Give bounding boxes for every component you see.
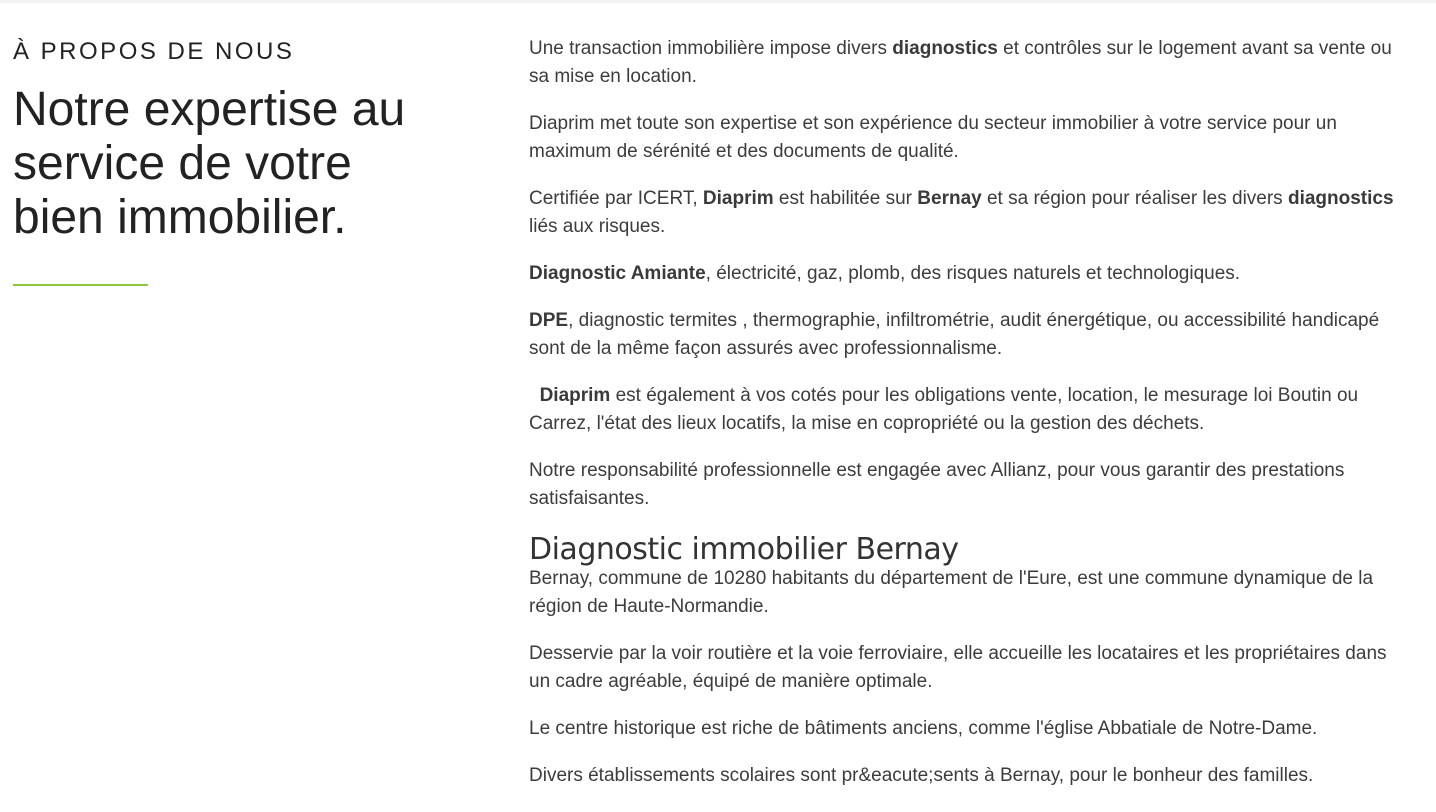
text: Diaprim met toute son expertise et son expérience du secteur immobilier à votre service pour un maximum de sérénité et des documents de qualité. [529, 113, 1337, 162]
page-headline [13, 83, 483, 245]
paragraph-transaction [529, 35, 1409, 91]
paragraph-expertise [529, 110, 1409, 166]
text: Divers établissements scolaires sont pr&eacute;sents à Bernay, pour le bonheur des familles. [529, 765, 1314, 786]
text: Une transaction immobilière impose divers [529, 38, 893, 59]
bold-text: Diagnostic Amiante [529, 263, 706, 284]
headline-line-3: bien immobilier. [13, 191, 347, 244]
paragraph-schools [529, 762, 1409, 790]
text: liés aux risques. [529, 216, 666, 237]
bold-text: diagnostics [892, 38, 998, 59]
paragraph-amiante [529, 260, 1409, 288]
text: est également à vos cotés pour les obligations vente, location, le mesurage loi Boutin ou Carrez, l'état des lieux locatifs, la mise en copropriété ou la gestion des déchets. [529, 385, 1359, 434]
bold-text: Bernay [917, 188, 982, 209]
accent-underline [13, 284, 148, 286]
paragraph-insurance [529, 457, 1409, 513]
paragraph-dpe [529, 307, 1409, 363]
text: Bernay, commune de 10280 habitants du département de l'Eure, est une commune dynamique de la région de Haute-Normandie. [529, 568, 1374, 617]
headline-line-1: Notre expertise au [13, 83, 406, 136]
content-column [529, 35, 1409, 809]
top-divider [0, 0, 1436, 3]
paragraph-historic-center [529, 715, 1409, 743]
paragraph-certification [529, 185, 1409, 241]
text: Certifiée par ICERT, [529, 188, 703, 209]
bold-text: DPE [529, 310, 569, 331]
bold-text: Diaprim [539, 385, 611, 406]
text: Le centre historique est riche de bâtiments anciens, comme l'église Abbatiale de Notre-Dame. [529, 718, 1318, 739]
section-eyebrow: À PROPOS DE NOUS [13, 38, 295, 65]
paragraph-bernay-commune [529, 565, 1409, 621]
text: et sa région pour réaliser les divers [981, 188, 1288, 209]
text [529, 385, 540, 406]
text: est habilitée sur [773, 188, 918, 209]
about-section [13, 36, 483, 286]
headline-line-2: service de votre [13, 137, 352, 190]
text: Desservie par la voir routière et la voie ferroviaire, elle accueille les locataires et les propriétaires dans un cadre agréable, équipé de manière optimale. [529, 643, 1387, 692]
text: Notre responsabilité professionnelle est engagée avec Allianz, pour vous garantir des prestations satisfaisantes. [529, 460, 1345, 509]
bold-text: Diaprim [702, 188, 774, 209]
section-title-bernay: Diagnostic immobilier Bernay [529, 532, 959, 567]
text: et contrôles sur le logement avant sa vente ou sa mise en location. [529, 38, 1392, 87]
paragraph-transport [529, 640, 1409, 696]
text: , électricité, gaz, plomb, des risques naturels et technologiques. [705, 263, 1241, 284]
text: , diagnostic termites , thermographie, infiltrométrie, audit énergétique, ou accessibilité handicapé sont de la même façon assurés avec professionnalisme. [529, 310, 1380, 359]
paragraph-obligations [529, 382, 1409, 438]
bold-text: diagnostics [1287, 188, 1394, 209]
